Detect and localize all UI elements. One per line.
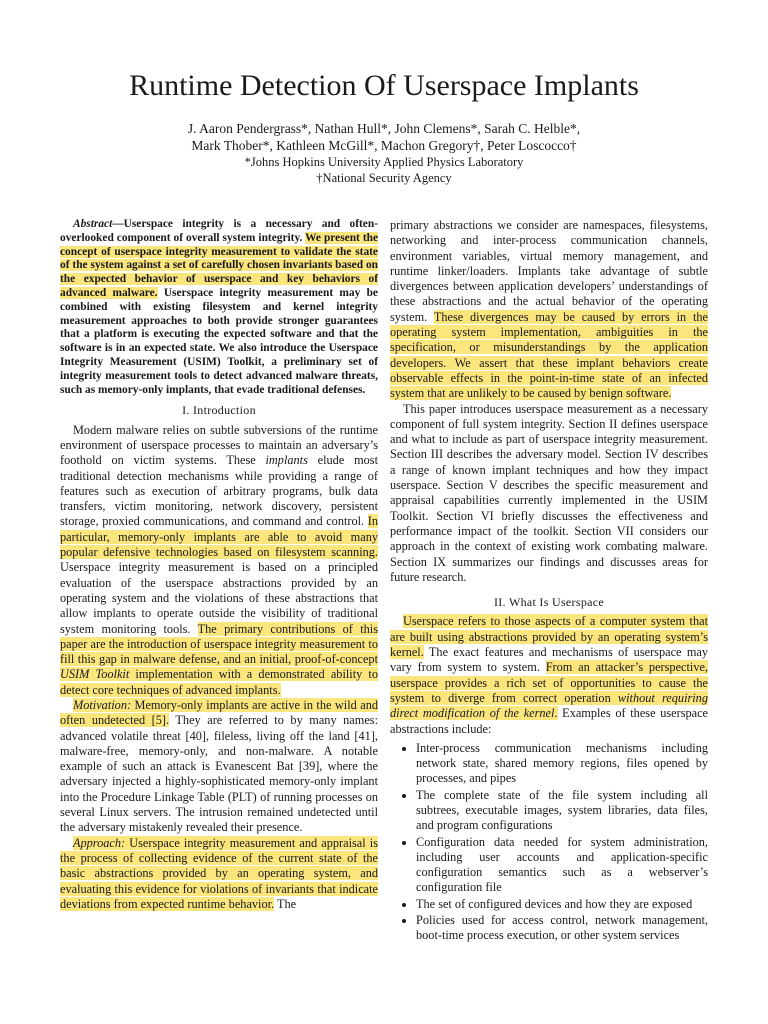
highlight: Motivation: Memory-only implants are active in the wild and often undetected [5]. xyxy=(60,698,378,728)
author-line-2: Mark Thober*, Kathleen McGill*, Machon Gregory†, Peter Loscocco† xyxy=(191,138,577,153)
highlight: The primary contributions of this paper are the introduction of userspace integrity measurement to fill this gap in malware defense, and an initial, proof-of-concept USIM Toolkit implementation with a demonstrated ability to detect core techniques of advanced implants. xyxy=(60,621,378,697)
list-item: • Inter-process communication mechanisms including network state, shared memory regions, files opened by processes, and pipes xyxy=(416,741,708,787)
intro-paragraph-approach: Approach: Userspace integrity measurement and appraisal is the process of collecting evidence of the current state of the basic abstractions provided by an operating system, and evaluating this evidence for violations of invariants that indicate deviations from expected runtime behavior. The xyxy=(60,835,378,911)
affiliation-jhuapl: *Johns Hopkins University Applied Physics Laboratory xyxy=(244,155,524,169)
userspace-examples-list xyxy=(390,741,708,944)
author-line-1: J. Aaron Pendergrass*, Nathan Hull*, John Clemens*, Sarah C. Helble*, xyxy=(187,121,581,136)
section-heading-introduction: I. Introduction xyxy=(182,403,256,418)
highlight: We present the concept of userspace integrity measurement to validate the state of the system against a set of carefully chosen invariants based on the expected behavior of userspace and key behaviors of advanced malware. xyxy=(60,231,378,299)
list-item: • Configuration data needed for system administration, including user accounts and application-specific configuration semantics such as a webserver’s configuration file xyxy=(416,835,708,896)
list-item: • Policies used for access control, network management, boot-time process execution, or other system services xyxy=(416,913,708,944)
author-list xyxy=(0,120,768,154)
highlight: These divergences may be caused by errors in the operating system implementation, ambiguities in the specification, or misunderstandings by the application developers. xyxy=(390,309,708,370)
left-column xyxy=(60,218,378,912)
highlight: In particular, memory-only implants are able to avoid many popular defensive technologies based on filesystem scanning. xyxy=(60,514,378,560)
highlight: From an attacker’s perspective, userspace provides a rich set of opportunities to cause the system to diverge from correct operation without requiring direct modification of the kernel. xyxy=(390,660,708,721)
list-item: • The set of configured devices and how they are exposed xyxy=(416,897,708,912)
abstract-label: Abstract xyxy=(73,218,113,230)
affiliation-nsa: †National Security Agency xyxy=(316,171,452,185)
userspace-paragraph-1: Userspace refers to those aspects of a computer system that are built using abstractions provided by an operating system’s kernel. The exact features and mechanisms of userspace may vary from system to system. From an attacker’s perspective, userspace provides a rich set of opportunities to cause the system to diverge from correct operation without requiring direct modification of the kernel. Examples of these userspace abstractions include: xyxy=(390,614,709,736)
highlight: We assert that these implant behaviors create observable effects in the point-in-time state of an infected system that are unlikely to be caused by benign software. xyxy=(390,355,708,401)
section-heading-what-is-userspace: II. What Is Userspace xyxy=(493,595,605,610)
intro-paragraph-continued: primary abstractions we consider are namespaces, filesystems, networking and inter-process communication channels, environment variables, virtual memory management, and runtime linker/loaders. Implants take advantage of subtle divergences between application developers’ understandings of these abstractions and the actual behavior of the operating system. These divergences may be caused by errors in the operating system implementation, ambiguities in the specification, or misunderstandings by the application developers. We assert that these implant behaviors create observable effects in the point-in-time state of an infected system that are unlikely to be caused by benign software. xyxy=(390,218,708,401)
paper-title: Runtime Detection Of Userspace Implants xyxy=(129,69,639,102)
highlight: Userspace refers to those aspects of a computer system that are built using abstractions provided by an operating system’s kernel. xyxy=(390,614,708,660)
intro-paragraph-outline: This paper introduces userspace measurement as a necessary component of full system integrity. Section II defines userspace and what to include as part of userspace integrity measurement. Section III describes the adversary model. Section IV describes a range of known implant techniques and how they impact userspace. Section V describes the specific measurement and appraisal capabilities currently implemented in the USIM Toolkit. Section VI briefly discusses the effectiveness and performance impact of the toolkit. Section VII considers our approach in the context of existing work combating malware. Section IX summarizes our findings and discusses areas for future research. xyxy=(390,401,708,584)
intro-paragraph-motivation: Motivation: Memory-only implants are active in the wild and often undetected [5]. They are referred to by many names: advanced volatile threat [40], fileless, living off the land [41], malware-free, memory-only, and non-malware. A notable example of such an attack is Evanescent Bat [39], where the adversary injected a highly-sophisticated memory-only implant into the Procedure Linkage Table (PLT) of running processes on several Linux servers. The intrusion remained undetected until the adversary mistakenly revealed their presence. xyxy=(60,698,378,835)
abstract: Abstract—Userspace integrity is a necessary and often-overlooked component of overall system integrity. We present the concept of userspace integrity measurement to validate the state of the system against a set of carefully chosen invariants based on the expected behavior of userspace and key behaviors of advanced malware. Userspace integrity measurement may be combined with existing filesystem and kernel integrity measurement approaches to both provide stronger guarantees that a platform is executing the expected software and that the software is in an expected state. We also introduce the Userspace Integrity Measurement (USIM) Toolkit, a preliminary set of integrity measurement tools to detect advanced malware threats, such as memory-only implants, that evade traditional defenses. xyxy=(60,218,378,396)
list-item: • The complete state of the file system including all subtrees, executable images, system libraries, data files, and program configurations xyxy=(416,788,708,834)
right-column xyxy=(390,218,708,945)
highlight: Approach: Userspace integrity measurement and appraisal is the process of collecting evidence of the current state of the basic abstractions provided by an operating system, and evaluating this evidence for violations of invariants that indicate deviations from expected runtime behavior. xyxy=(60,835,378,911)
intro-paragraph-1: Modern malware relies on subtle subversions of the runtime environment of userspace processes to maintain an adversary’s foothold on victim systems. These implants elude most traditional detection mechanisms while providing a range of features such as execution of arbitrary programs, bulk data transfers, victim monitoring, network discovery, persistent storage, proxied communications, and command and control. In particular, memory-only implants are able to avoid many popular defensive technologies based on filesystem scanning. Userspace integrity measurement is based on a principled evaluation of the userspace abstractions provided by an operating system and the violations of these abstractions that allow implants to operate outside the visibility of traditional system monitoring tools. The primary contributions of this paper are the introduction of userspace integrity measurement to fill this gap in malware defense, and an initial, proof-of-concept USIM Toolkit implementation with a demonstrated ability to detect core techniques of advanced implants. xyxy=(60,422,378,697)
